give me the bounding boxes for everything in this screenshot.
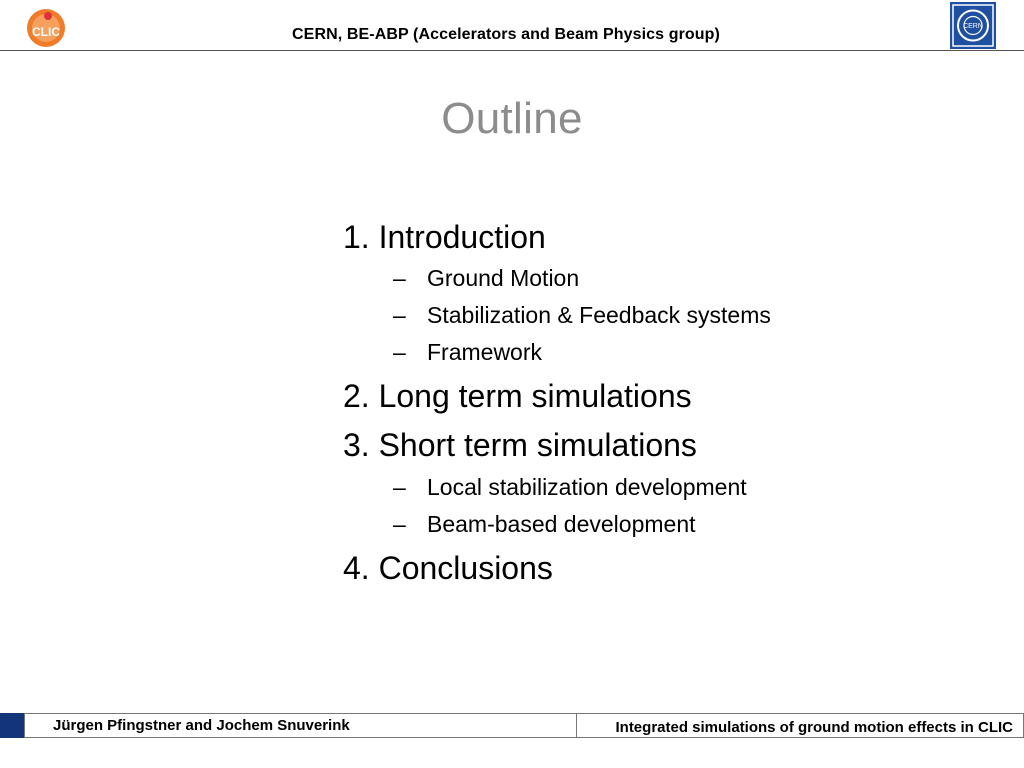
dash-bullet: – xyxy=(393,511,406,537)
dash-bullet: – xyxy=(393,339,406,365)
cern-logo-icon xyxy=(950,2,996,49)
outline-subitem-label: Ground Motion xyxy=(427,265,580,291)
footer-authors: Jürgen Pfingstner and Jochem Snuverink xyxy=(53,717,350,734)
dash-bullet: – xyxy=(393,265,406,291)
outline-item: 2. Long term simulations xyxy=(343,378,692,414)
outline-subitem xyxy=(393,339,542,366)
header-divider xyxy=(0,50,1024,51)
dash-bullet: – xyxy=(393,302,406,328)
footer-accent-block xyxy=(0,713,24,738)
outline-subitem xyxy=(393,265,579,292)
outline-subitem-label: Stabilization & Feedback systems xyxy=(427,302,771,328)
slide-title: Outline xyxy=(441,94,583,143)
header-title: CERN, BE-ABP (Accelerators and Beam Physics group) xyxy=(292,26,720,43)
footer-talk-title: Integrated simulations of ground motion effects in CLIC xyxy=(615,719,1013,736)
slide-footer xyxy=(0,713,1024,739)
svg-text:CERN: CERN xyxy=(963,23,983,30)
outline-item: 1. Introduction xyxy=(343,219,546,255)
footer-divider xyxy=(576,714,577,737)
outline-subitem-label: Beam-based development xyxy=(427,511,696,537)
slide-header xyxy=(0,0,1024,52)
svg-text:CLIC: CLIC xyxy=(32,25,60,39)
outline-subitem-label: Local stabilization development xyxy=(427,474,747,500)
dash-bullet: – xyxy=(393,474,406,500)
outline-subitem xyxy=(393,302,771,329)
outline-subitem-label: Framework xyxy=(427,339,543,365)
outline-item: 3. Short term simulations xyxy=(343,427,697,463)
outline-item: 4. Conclusions xyxy=(343,550,553,586)
outline-subitem xyxy=(393,474,747,501)
outline-subitem xyxy=(393,511,696,538)
